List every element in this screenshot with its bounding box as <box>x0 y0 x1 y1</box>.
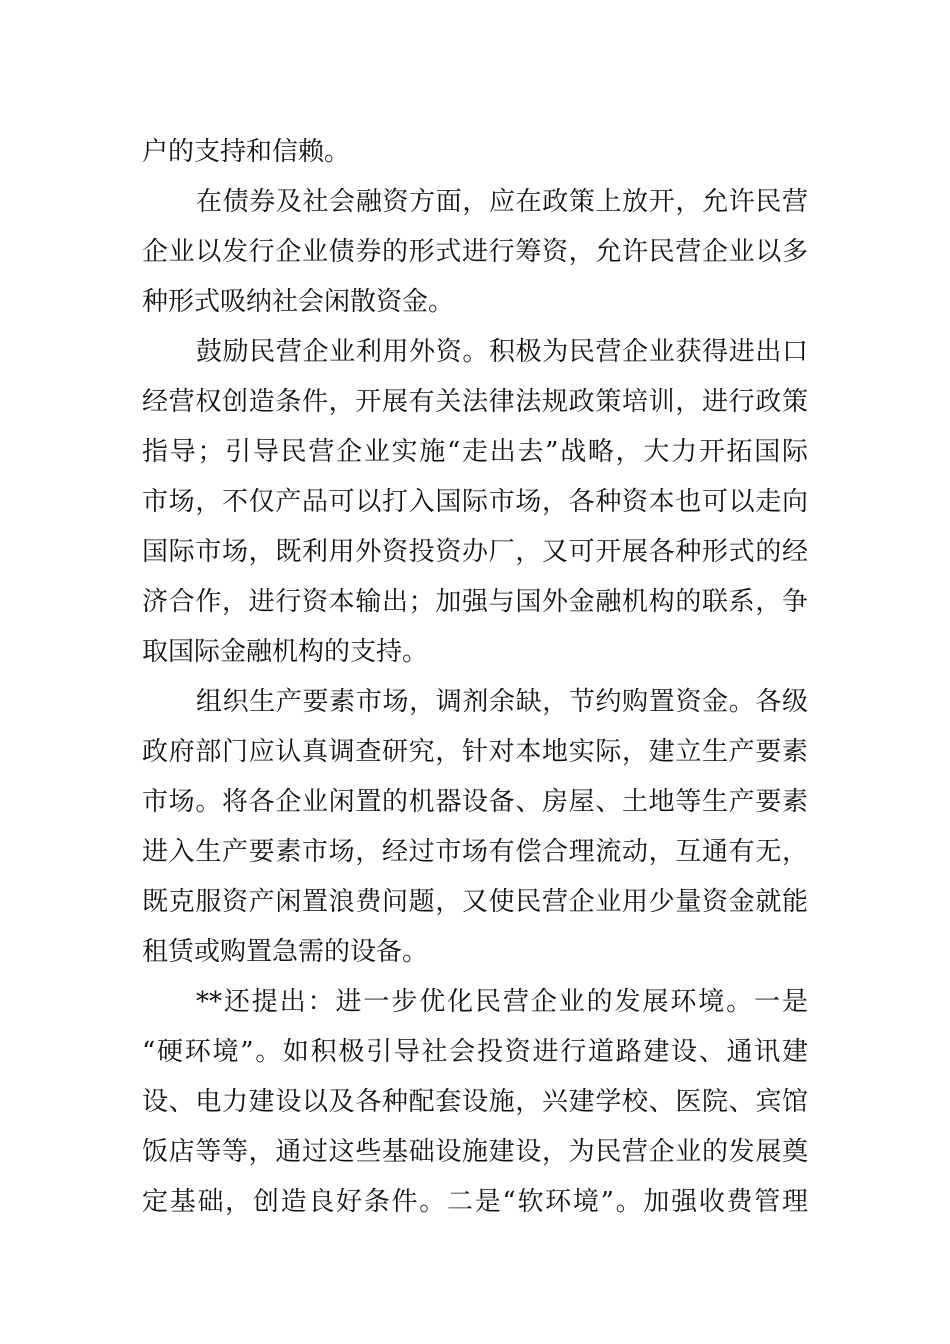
text-line: 取国际金融机构的支持。 <box>142 637 429 667</box>
paragraph-first-line: 在债券及社会融资方面，应在政策上放开，允许民营 <box>196 187 808 217</box>
text-line: 政府部门应认真调查研究，针对本地实际，建立生产要素 <box>142 737 808 767</box>
text-line: 设、电力建设以及各种配套设施，兴建学校、医院、宾馆 <box>142 1087 808 1117</box>
text-line: 户的支持和信赖。 <box>142 137 351 167</box>
paragraph-first-line: 鼓励民营企业利用外资。积极为民营企业获得进出口 <box>196 337 808 367</box>
text-line: “硬环境”。如积极引导社会投资进行道路建设、通讯建 <box>142 1037 808 1067</box>
text-line: 济合作，进行资本输出；加强与国外金融机构的联系，争 <box>142 587 808 617</box>
text-line: 租赁或购置急需的设备。 <box>142 937 429 967</box>
paragraph-first-line: 组织生产要素市场，调剂余缺，节约购置资金。各级 <box>196 687 808 717</box>
text-line: 进入生产要素市场，经过市场有偿合理流动，互通有无， <box>142 837 808 867</box>
text-line: 国际市场，既利用外资投资办厂，又可开展各种形式的经 <box>142 537 808 567</box>
text-line: 企业以发行企业债券的形式进行筹资，允许民营企业以多 <box>142 237 808 267</box>
text-line: 经营权创造条件，开展有关法律法规政策培训，进行政策 <box>142 387 808 417</box>
text-line: 既克服资产闲置浪费问题，又使民营企业用少量资金就能 <box>142 887 808 917</box>
text-line: 定基础，创造良好条件。二是“软环境”。加强收费管理 <box>142 1187 808 1217</box>
text-line: 市场。将各企业闲置的机器设备、房屋、土地等生产要素 <box>142 787 808 817</box>
paragraph-first-line: **还提出：进一步优化民营企业的发展环境。一是 <box>196 987 808 1017</box>
text-line: 饭店等等，通过这些基础设施建设，为民营企业的发展奠 <box>142 1137 808 1167</box>
text-line: 指导；引导民营企业实施“走出去”战略，大力开拓国际 <box>142 437 808 467</box>
text-line: 市场，不仅产品可以打入国际市场，各种资本也可以走向 <box>142 487 808 517</box>
text-line: 种形式吸纳社会闲散资金。 <box>142 287 455 317</box>
